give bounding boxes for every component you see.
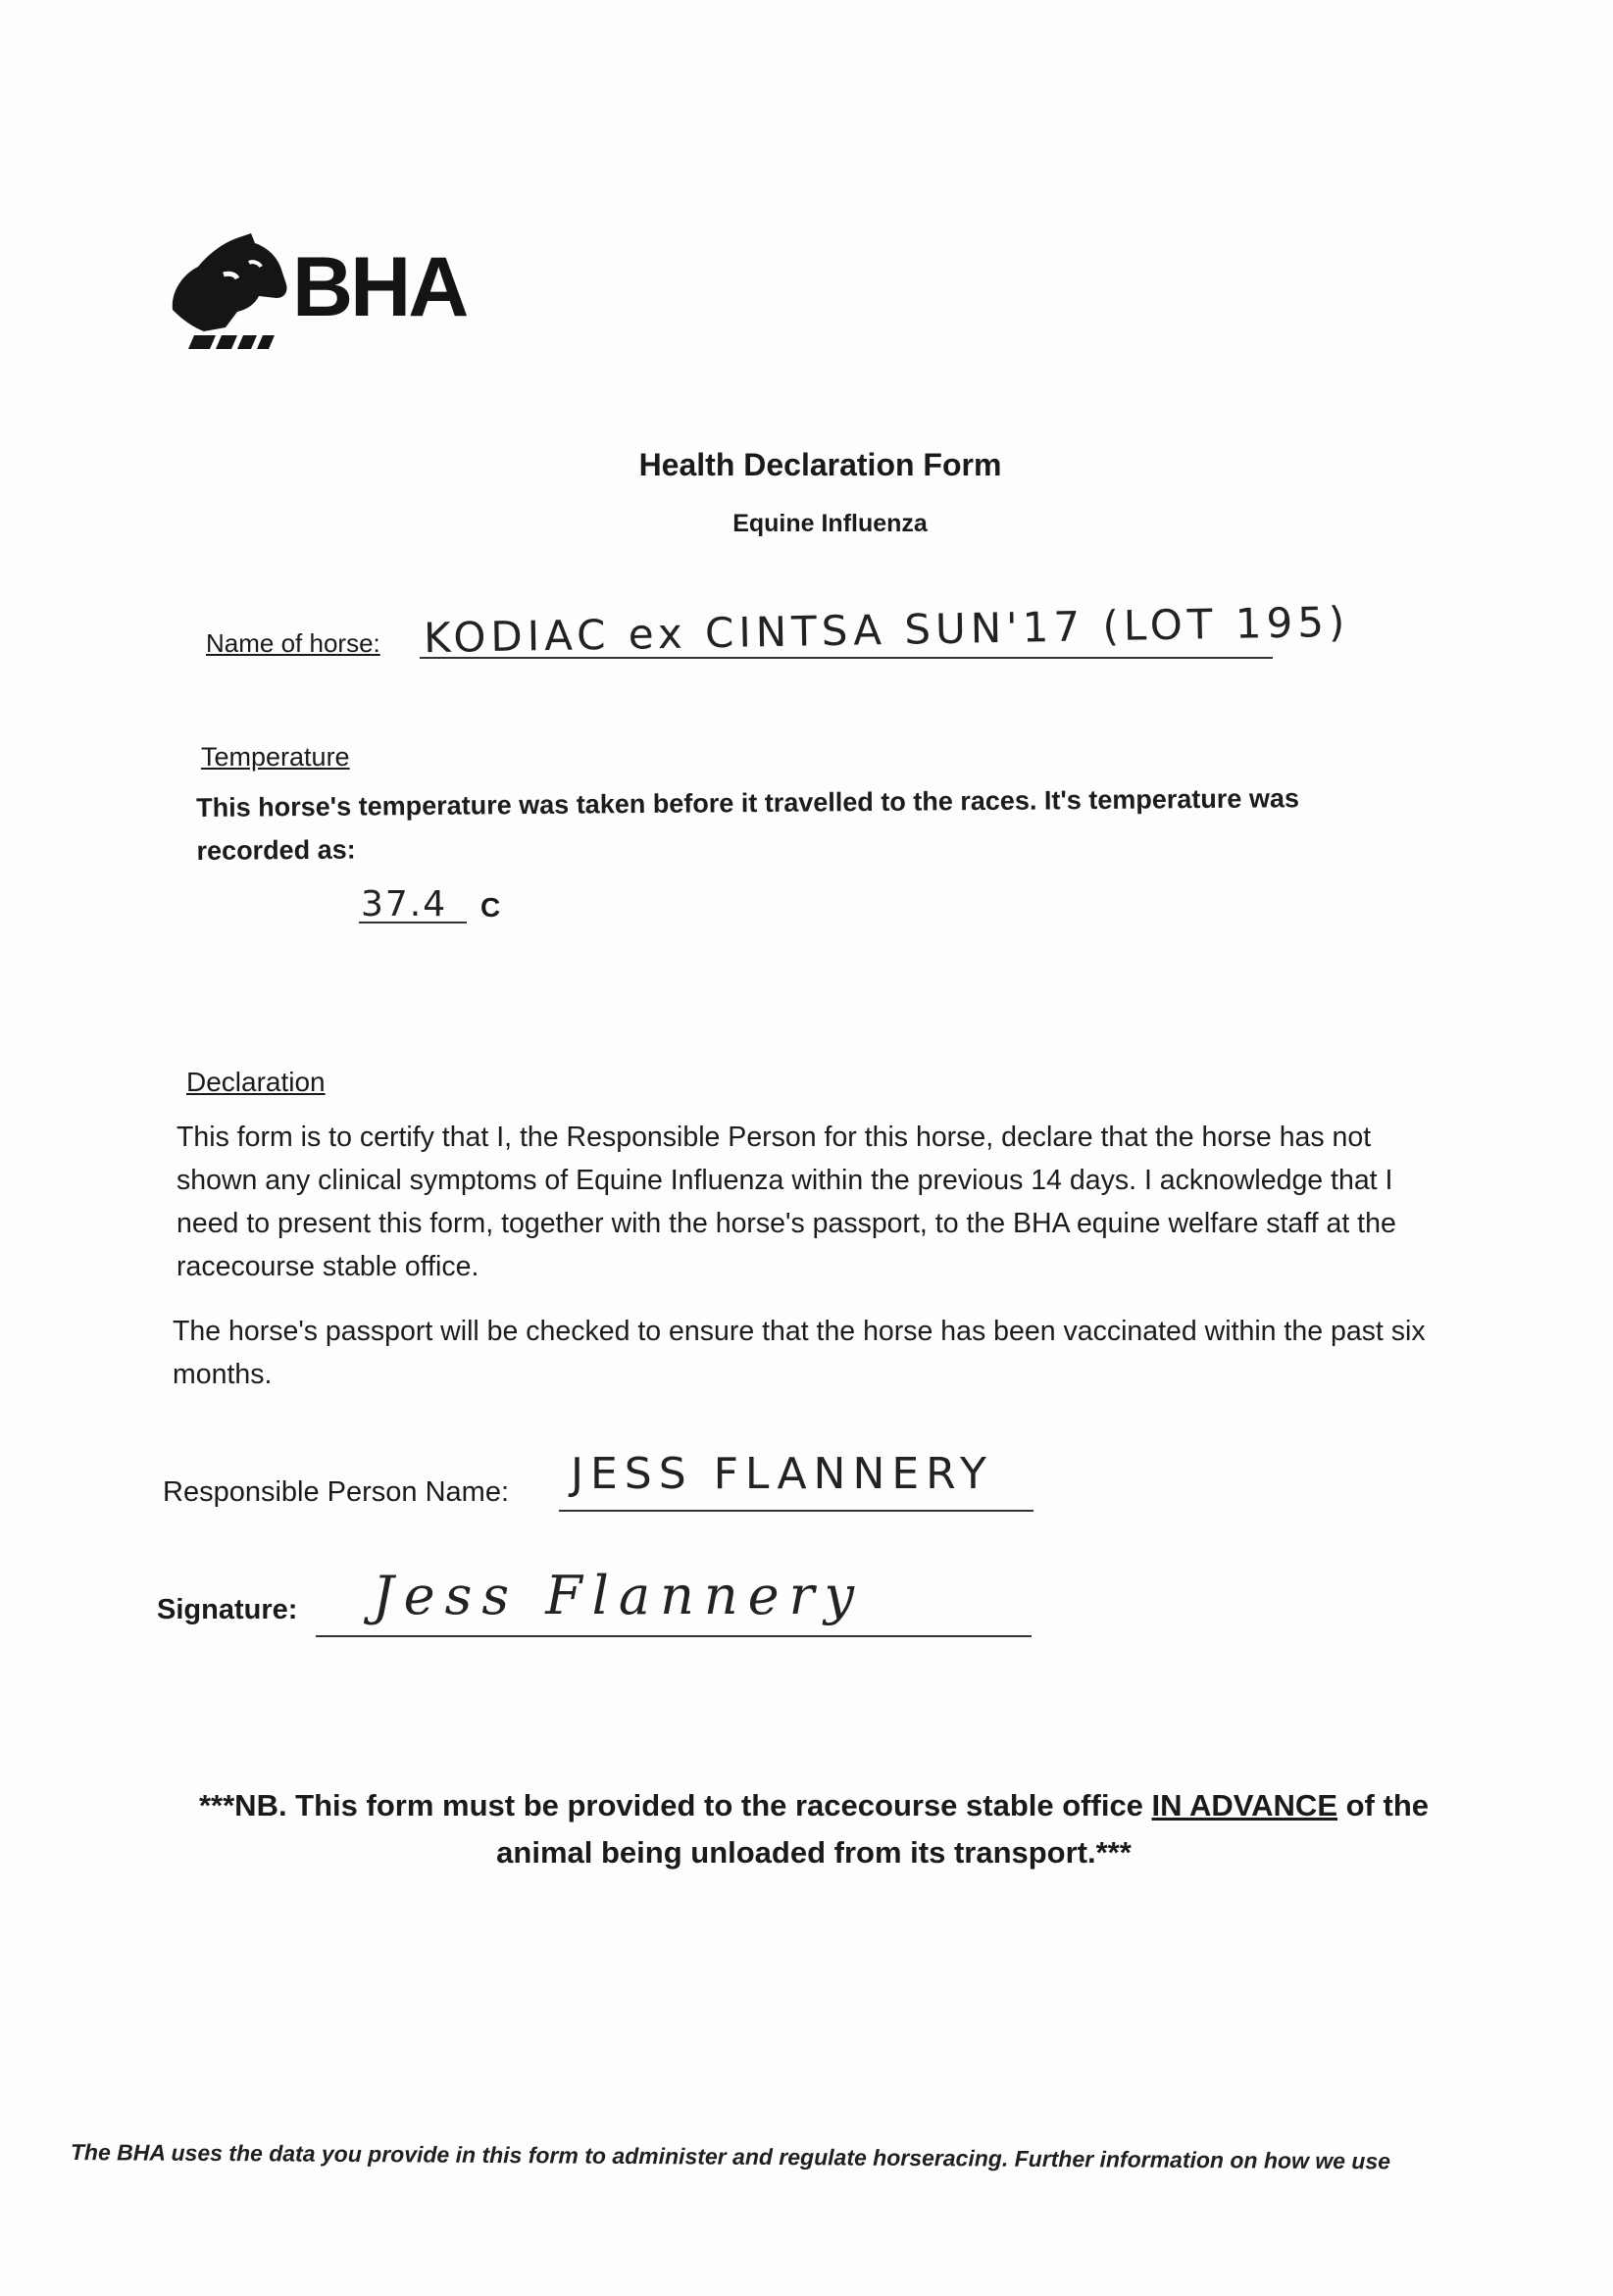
bha-logo-text: BHA: [292, 240, 467, 334]
responsible-person-label: Responsible Person Name:: [163, 1476, 510, 1508]
temperature-text: This horse's temperature was taken before it travelled to the races. It's temperature was recorded as:: [196, 783, 1300, 866]
signature-line: [316, 1635, 1032, 1637]
temperature-heading: Temperature: [201, 742, 350, 772]
temperature-field[interactable]: 37.4: [361, 884, 448, 924]
declaration-paragraph-1: This form is to certify that I, the Responsible Person for this horse, declare that the horse has not shown any clinical symptoms of Equine Influenza within the previous 14 days. I acknowledge that I need to present this form, together with the horse's passport, to the BHA equine welfare staff at the racecourse stable office.: [176, 1122, 1396, 1282]
footer-data-notice: The BHA uses the data you provide in this form to administer and regulate horseracing. Further information on how we use: [70, 2139, 1391, 2174]
declaration-paragraph-2: The horse's passport will be checked to ensure that the horse has been vaccinated within the past six months.: [173, 1316, 1426, 1390]
advance-notice: ***NB. This form must be provided to the racecourse stable office IN ADVANCE of the animal being unloaded from its transport.***: [198, 1788, 1429, 1870]
bha-logo: [165, 233, 498, 351]
signature-field[interactable]: Jess Flannery: [373, 1565, 864, 1626]
horse-head-icon: [165, 233, 292, 351]
temperature-unit: C: [480, 892, 501, 923]
horse-name-field[interactable]: KODIAC ex CINTSA SUN'17 (LOT 195): [423, 597, 1350, 663]
horse-name-label: Name of horse:: [206, 628, 380, 658]
signature-label: Signature:: [157, 1594, 298, 1625]
declaration-heading: Declaration: [186, 1067, 326, 1097]
form-title: Health Declaration Form: [638, 447, 1002, 482]
responsible-person-line: [559, 1510, 1033, 1512]
responsible-person-field[interactable]: JESS FLANNERY: [571, 1449, 993, 1499]
advance-notice-emphasis: IN ADVANCE: [1151, 1788, 1337, 1822]
form-subtitle: Equine Influenza: [732, 510, 928, 537]
